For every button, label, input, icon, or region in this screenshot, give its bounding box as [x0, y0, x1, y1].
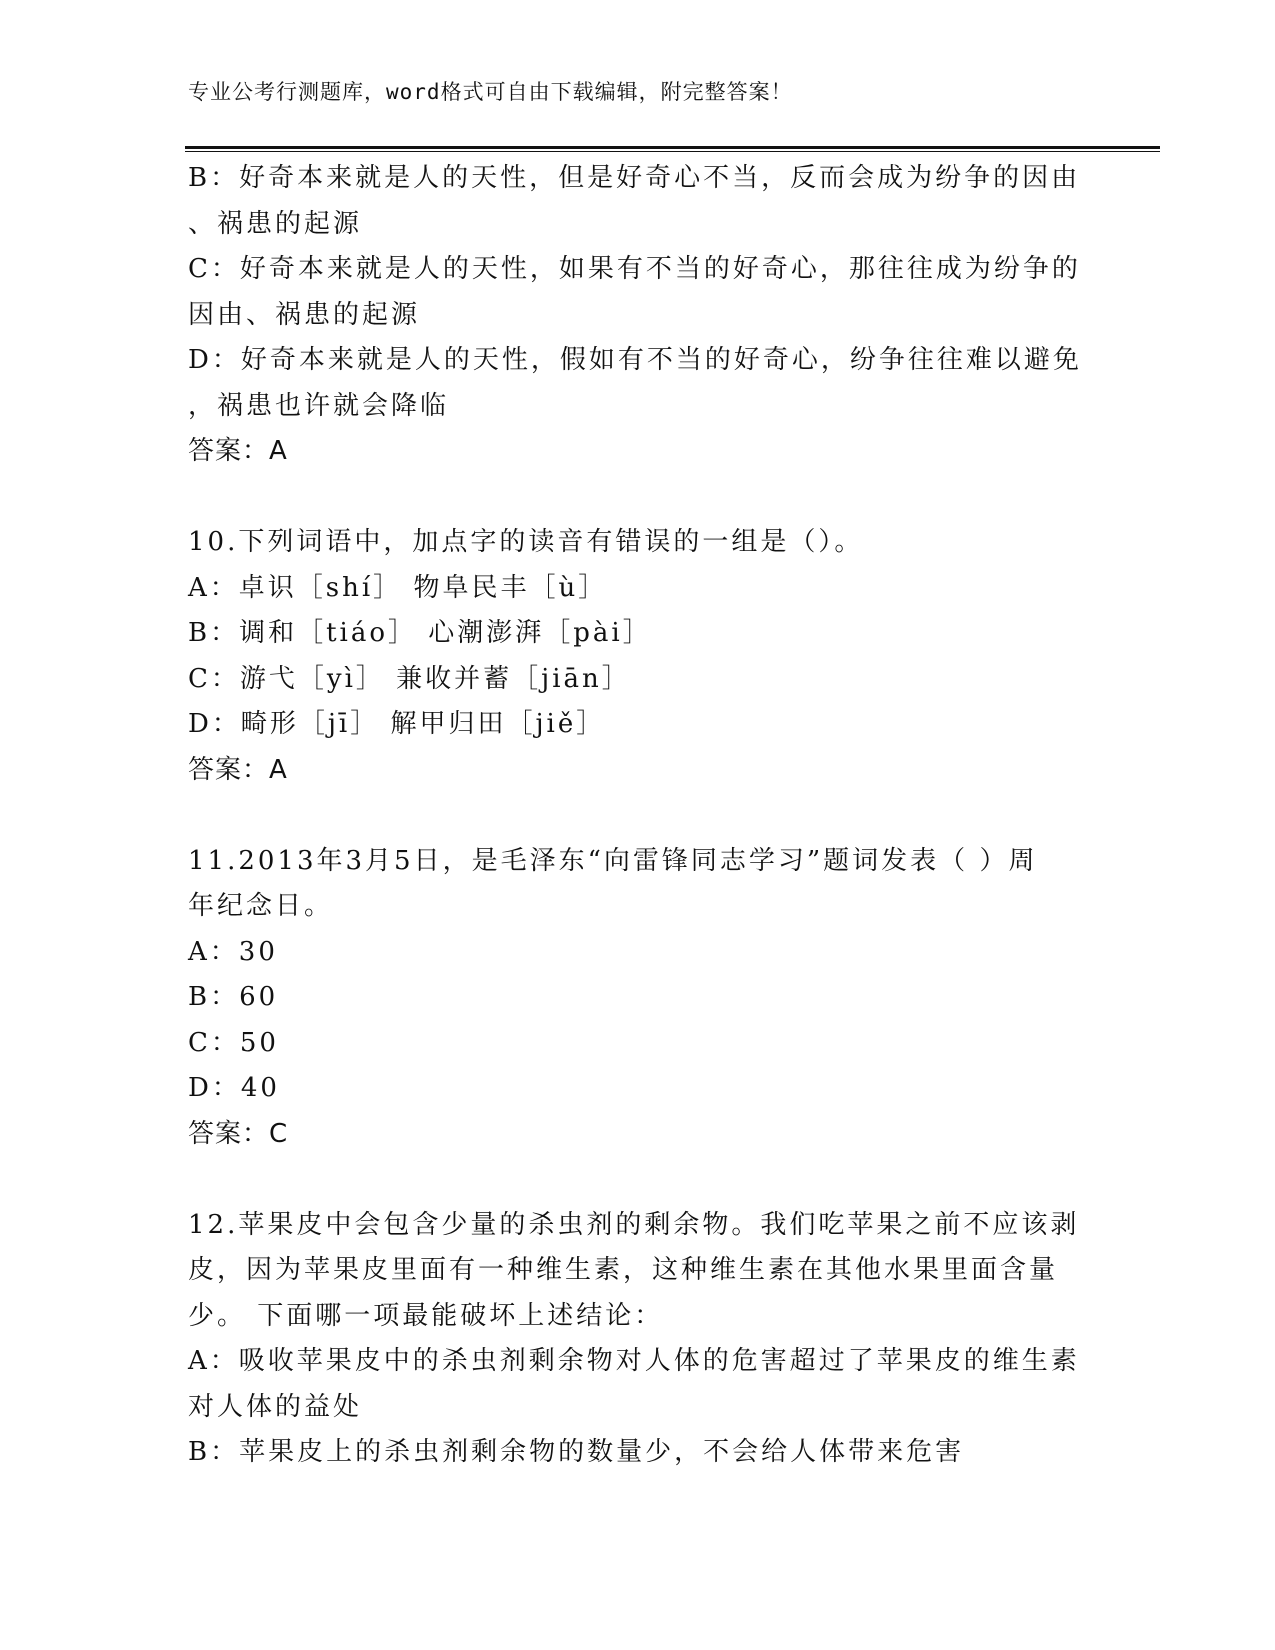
q12-stem-line2: 皮，因为苹果皮里面有一种维生素，这种维生素在其他水果里面含量	[188, 1255, 1059, 1285]
page-header: 专业公考行测题库，word格式可自由下载编辑，附完整答案！	[188, 80, 793, 104]
q10-option-b: B：调和［tiáo］ 心潮澎湃［pài］	[188, 618, 652, 648]
q12-stem-line3: 少。 下面哪一项最能破坏上述结论：	[188, 1300, 664, 1331]
q10-option-a: A：卓识［shí］ 物阜民丰［ù］	[188, 572, 608, 603]
q9-option-c-line2: 因由、祸患的起源	[188, 299, 421, 330]
spacer	[188, 793, 1088, 839]
q9-option-d-line2: ，祸患也许就会降临	[188, 390, 450, 421]
q12-option-b: B：苹果皮上的杀虫剂剩余物的数量少，不会给人体带来危害	[188, 1437, 965, 1467]
q9-option-b-line2: 、祸患的起源	[188, 208, 363, 239]
spacer	[188, 1157, 1088, 1203]
header-rule-thick	[185, 146, 1160, 149]
q10-option-d: D：畸形［jī］ 解甲归田［jiě］	[188, 709, 606, 739]
q11-stem-line1: 11.2013年3月5日，是毛泽东“向雷锋同志学习”题词发表（ ）周	[188, 845, 1038, 876]
q11-option-c: C：50	[188, 1027, 279, 1058]
q10-stem: 10.下列词语中，加点字的读音有错误的一组是（）。	[188, 527, 864, 557]
spacer	[188, 475, 1088, 521]
q11-stem-line2: 年纪念日。	[188, 891, 334, 921]
q9-answer: 答案：A	[188, 436, 288, 466]
q12-option-a-line1: A：吸收苹果皮中的杀虫剂剩余物对人体的危害超过了苹果皮的维生素	[188, 1346, 1080, 1376]
question-body	[188, 156, 1088, 1476]
q9-option-c-line1: C：好奇本来就是人的天性，如果有不当的好奇心，那往往成为纷争的	[188, 254, 1081, 284]
header-rule-thin	[185, 151, 1160, 152]
q9-option-b-line1: B：好奇本来就是人的天性，但是好奇心不当，反而会成为纷争的因由	[188, 163, 1081, 193]
q12-stem-line1: 12.苹果皮中会包含少量的杀虫剂的剩余物。我们吃苹果之前不应该剥	[188, 1209, 1080, 1240]
q10-answer: 答案：A	[188, 754, 288, 785]
q11-answer: 答案：C	[188, 1118, 289, 1149]
q10-option-c: C：游弋［yì］ 兼收并蓄［jiān］	[188, 663, 631, 694]
q11-option-a: A：30	[188, 936, 278, 967]
q9-option-d-line1: D：好奇本来就是人的天性，假如有不当的好奇心，纷争往往难以避免	[188, 345, 1082, 375]
q11-option-b: B：60	[188, 982, 279, 1012]
q12-option-a-line2: 对人体的益处	[188, 1391, 363, 1422]
q11-option-d: D：40	[188, 1073, 280, 1103]
